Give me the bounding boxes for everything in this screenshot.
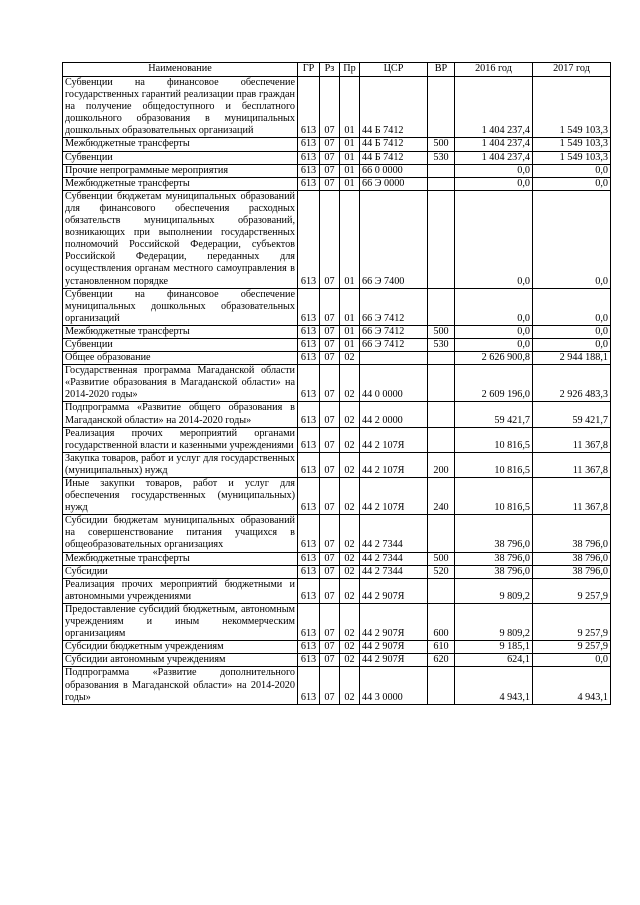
cell-gr: 613 [298, 288, 320, 325]
cell-pr: 02 [340, 427, 360, 452]
cell-csr: 44 2 107Я [360, 478, 428, 515]
cell-2016: 624,1 [455, 654, 533, 667]
table-row [63, 338, 611, 351]
table-row [63, 452, 611, 477]
cell-rz: 07 [320, 365, 340, 402]
cell-2017: 4 943,1 [533, 667, 611, 704]
cell-csr: 66 Э 7400 [360, 190, 428, 288]
cell-pr: 02 [340, 515, 360, 552]
table-row [63, 77, 611, 138]
cell-2016: 0,0 [455, 164, 533, 177]
table-row [63, 427, 611, 452]
cell-2016: 38 796,0 [455, 515, 533, 552]
cell-rz: 07 [320, 151, 340, 164]
cell-csr: 44 2 7344 [360, 552, 428, 565]
table-row [63, 352, 611, 365]
cell-vr [428, 352, 455, 365]
cell-csr: 44 2 907Я [360, 603, 428, 640]
cell-name: Субвенции [63, 338, 298, 351]
cell-2016: 38 796,0 [455, 565, 533, 578]
cell-2017: 59 421,7 [533, 402, 611, 427]
cell-rz: 07 [320, 138, 340, 151]
cell-rz: 07 [320, 478, 340, 515]
header-csr: ЦСР [360, 63, 428, 77]
cell-2016: 4 943,1 [455, 667, 533, 704]
cell-pr: 01 [340, 338, 360, 351]
table-header [63, 63, 611, 77]
table-row [63, 190, 611, 288]
cell-gr: 613 [298, 177, 320, 190]
cell-name: Подпрограмма «Развитие общего образования в Магаданской области» на 2014-2020 годы» [63, 402, 298, 427]
cell-2017: 0,0 [533, 338, 611, 351]
cell-vr [428, 578, 455, 603]
cell-gr: 613 [298, 565, 320, 578]
cell-2017: 9 257,9 [533, 578, 611, 603]
cell-2016: 1 404 237,4 [455, 138, 533, 151]
table-row [63, 565, 611, 578]
cell-pr: 01 [340, 151, 360, 164]
cell-name: Иные закупки товаров, работ и услуг для обеспечения государственных (муниципальных) нужд [63, 478, 298, 515]
cell-rz: 07 [320, 654, 340, 667]
cell-name: Общее образование [63, 352, 298, 365]
cell-csr: 44 3 0000 [360, 667, 428, 704]
budget-table [62, 62, 611, 705]
cell-2017: 1 549 103,3 [533, 138, 611, 151]
cell-rz: 07 [320, 190, 340, 288]
cell-vr: 500 [428, 325, 455, 338]
cell-2017: 11 367,8 [533, 452, 611, 477]
cell-name: Субвенции на финансовое обеспечение муниципальных дошкольных образовательных организаций [63, 288, 298, 325]
cell-2017: 0,0 [533, 177, 611, 190]
cell-2016: 38 796,0 [455, 552, 533, 565]
cell-gr: 613 [298, 515, 320, 552]
cell-vr [428, 402, 455, 427]
document-page [62, 62, 610, 705]
cell-name: Субвенции на финансовое обеспечение государственных гарантий реализации прав граждан на получение общедоступного и бесплатного дошкольного образования в муниципальных дошкольных образовательных организаций [63, 77, 298, 138]
cell-rz: 07 [320, 578, 340, 603]
cell-gr: 613 [298, 190, 320, 288]
table-row [63, 177, 611, 190]
cell-vr [428, 77, 455, 138]
cell-csr: 44 2 7344 [360, 515, 428, 552]
cell-vr: 610 [428, 641, 455, 654]
cell-csr: 44 2 107Я [360, 427, 428, 452]
cell-2017: 0,0 [533, 164, 611, 177]
table-row [63, 603, 611, 640]
cell-2016: 9 809,2 [455, 603, 533, 640]
cell-gr: 613 [298, 138, 320, 151]
cell-name: Реализация прочих мероприятий бюджетными и автономными учреждениями [63, 578, 298, 603]
cell-2016: 0,0 [455, 177, 533, 190]
cell-name: Субсидии [63, 565, 298, 578]
cell-gr: 613 [298, 164, 320, 177]
table-row [63, 552, 611, 565]
cell-csr: 44 2 7344 [360, 565, 428, 578]
cell-rz: 07 [320, 452, 340, 477]
cell-2016: 0,0 [455, 190, 533, 288]
table-row [63, 151, 611, 164]
cell-2016: 1 404 237,4 [455, 77, 533, 138]
cell-rz: 07 [320, 667, 340, 704]
cell-2016: 59 421,7 [455, 402, 533, 427]
cell-csr: 44 2 907Я [360, 654, 428, 667]
cell-csr: 44 0 0000 [360, 365, 428, 402]
cell-pr: 02 [340, 578, 360, 603]
header-vr: ВР [428, 63, 455, 77]
cell-vr [428, 288, 455, 325]
cell-name: Предоставление субсидий бюджетным, автономным учреждениям и иным некоммерческим организациям [63, 603, 298, 640]
header-row [63, 63, 611, 77]
cell-name: Подпрограмма «Развитие дополнительного образования в Магаданской области» на 2014-2020 годы» [63, 667, 298, 704]
header-rz: Рз [320, 63, 340, 77]
cell-pr: 02 [340, 641, 360, 654]
cell-vr: 240 [428, 478, 455, 515]
cell-vr [428, 427, 455, 452]
cell-csr: 66 Э 7412 [360, 288, 428, 325]
cell-vr: 520 [428, 565, 455, 578]
table-row [63, 515, 611, 552]
cell-name: Субсидии автономным учреждениям [63, 654, 298, 667]
cell-gr: 613 [298, 338, 320, 351]
cell-pr: 01 [340, 177, 360, 190]
cell-csr: 44 2 907Я [360, 641, 428, 654]
cell-csr: 44 2 907Я [360, 578, 428, 603]
cell-name: Межбюджетные трансферты [63, 552, 298, 565]
cell-rz: 07 [320, 565, 340, 578]
cell-2017: 0,0 [533, 190, 611, 288]
table-row [63, 667, 611, 704]
cell-csr: 66 0 0000 [360, 164, 428, 177]
cell-vr: 530 [428, 151, 455, 164]
cell-pr: 02 [340, 603, 360, 640]
cell-2017: 38 796,0 [533, 565, 611, 578]
cell-2016: 10 816,5 [455, 478, 533, 515]
cell-name: Субвенции бюджетам муниципальных образований для финансового обеспечения расходных обязательств муниципальных образований, возникающих при выполнении государственных полномочий Российской Федерации, субъектов Российской Федерации, переданных для осуществления органам местного самоуправления в установленном порядке [63, 190, 298, 288]
cell-gr: 613 [298, 641, 320, 654]
cell-csr: 44 2 0000 [360, 402, 428, 427]
table-body [63, 77, 611, 705]
cell-csr: 66 Э 7412 [360, 338, 428, 351]
cell-csr: 44 2 107Я [360, 452, 428, 477]
cell-2017: 0,0 [533, 288, 611, 325]
cell-2017: 38 796,0 [533, 552, 611, 565]
header-gr: ГР [298, 63, 320, 77]
cell-pr: 01 [340, 164, 360, 177]
cell-name: Межбюджетные трансферты [63, 138, 298, 151]
cell-2017: 2 926 483,3 [533, 365, 611, 402]
cell-name: Закупка товаров, работ и услуг для государственных (муниципальных) нужд [63, 452, 298, 477]
cell-rz: 07 [320, 552, 340, 565]
cell-gr: 613 [298, 578, 320, 603]
cell-csr: 44 Б 7412 [360, 77, 428, 138]
cell-pr: 01 [340, 190, 360, 288]
cell-vr: 530 [428, 338, 455, 351]
cell-pr: 01 [340, 138, 360, 151]
cell-rz: 07 [320, 641, 340, 654]
cell-2016: 0,0 [455, 288, 533, 325]
cell-rz: 07 [320, 402, 340, 427]
cell-rz: 07 [320, 325, 340, 338]
cell-vr: 500 [428, 138, 455, 151]
cell-vr: 620 [428, 654, 455, 667]
table-row [63, 138, 611, 151]
cell-name: Прочие непрограммные мероприятия [63, 164, 298, 177]
table-row [63, 654, 611, 667]
header-2016: 2016 год [455, 63, 533, 77]
cell-2017: 2 944 188,1 [533, 352, 611, 365]
cell-name: Реализация прочих мероприятий органами государственной власти и казенными учреждениями [63, 427, 298, 452]
cell-pr: 02 [340, 402, 360, 427]
cell-gr: 613 [298, 365, 320, 402]
cell-pr: 01 [340, 288, 360, 325]
cell-pr: 02 [340, 365, 360, 402]
table-row [63, 402, 611, 427]
cell-2017: 1 549 103,3 [533, 151, 611, 164]
cell-name: Государственная программа Магаданской области «Развитие образования в Магаданской области» на 2014-2020 годы» [63, 365, 298, 402]
cell-rz: 07 [320, 77, 340, 138]
header-name: Наименование [63, 63, 298, 77]
cell-name: Субсидии бюджетным учреждениям [63, 641, 298, 654]
cell-gr: 613 [298, 427, 320, 452]
cell-csr: 66 Э 0000 [360, 177, 428, 190]
header-2017: 2017 год [533, 63, 611, 77]
cell-2017: 1 549 103,3 [533, 77, 611, 138]
cell-2016: 0,0 [455, 325, 533, 338]
cell-gr: 613 [298, 654, 320, 667]
cell-gr: 613 [298, 402, 320, 427]
cell-vr [428, 365, 455, 402]
cell-pr: 02 [340, 478, 360, 515]
cell-gr: 613 [298, 352, 320, 365]
cell-name: Субсидии бюджетам муниципальных образований на совершенствование питания учащихся в общеобразовательных организациях [63, 515, 298, 552]
cell-rz: 07 [320, 177, 340, 190]
cell-pr: 02 [340, 352, 360, 365]
table-row [63, 641, 611, 654]
cell-2017: 11 367,8 [533, 427, 611, 452]
cell-vr [428, 515, 455, 552]
cell-name: Субвенции [63, 151, 298, 164]
cell-vr [428, 177, 455, 190]
cell-gr: 613 [298, 478, 320, 515]
cell-rz: 07 [320, 164, 340, 177]
cell-rz: 07 [320, 352, 340, 365]
cell-rz: 07 [320, 288, 340, 325]
cell-2016: 2 626 900,8 [455, 352, 533, 365]
cell-csr [360, 352, 428, 365]
cell-csr: 44 Б 7412 [360, 151, 428, 164]
table-row [63, 288, 611, 325]
cell-vr [428, 667, 455, 704]
cell-pr: 01 [340, 77, 360, 138]
cell-2017: 38 796,0 [533, 515, 611, 552]
cell-vr: 500 [428, 552, 455, 565]
cell-2016: 1 404 237,4 [455, 151, 533, 164]
cell-2016: 2 609 196,0 [455, 365, 533, 402]
cell-vr: 200 [428, 452, 455, 477]
cell-2017: 11 367,8 [533, 478, 611, 515]
cell-pr: 02 [340, 667, 360, 704]
cell-2017: 0,0 [533, 654, 611, 667]
header-pr: Пр [340, 63, 360, 77]
cell-vr: 600 [428, 603, 455, 640]
table-row [63, 365, 611, 402]
cell-pr: 02 [340, 452, 360, 477]
table-row [63, 164, 611, 177]
cell-pr: 02 [340, 552, 360, 565]
cell-2016: 9 809,2 [455, 578, 533, 603]
cell-2016: 10 816,5 [455, 427, 533, 452]
cell-2016: 9 185,1 [455, 641, 533, 654]
table-row [63, 578, 611, 603]
cell-rz: 07 [320, 338, 340, 351]
cell-gr: 613 [298, 603, 320, 640]
cell-gr: 613 [298, 452, 320, 477]
cell-vr [428, 190, 455, 288]
cell-pr: 01 [340, 325, 360, 338]
cell-gr: 613 [298, 325, 320, 338]
cell-pr: 02 [340, 565, 360, 578]
cell-name: Межбюджетные трансферты [63, 325, 298, 338]
cell-rz: 07 [320, 515, 340, 552]
cell-rz: 07 [320, 603, 340, 640]
cell-name: Межбюджетные трансферты [63, 177, 298, 190]
cell-vr [428, 164, 455, 177]
cell-csr: 44 Б 7412 [360, 138, 428, 151]
cell-gr: 613 [298, 552, 320, 565]
cell-rz: 07 [320, 427, 340, 452]
cell-2016: 0,0 [455, 338, 533, 351]
table-row [63, 478, 611, 515]
cell-gr: 613 [298, 667, 320, 704]
cell-2017: 9 257,9 [533, 603, 611, 640]
table-row [63, 325, 611, 338]
cell-2016: 10 816,5 [455, 452, 533, 477]
cell-2017: 9 257,9 [533, 641, 611, 654]
cell-pr: 02 [340, 654, 360, 667]
cell-gr: 613 [298, 151, 320, 164]
cell-csr: 66 Э 7412 [360, 325, 428, 338]
cell-gr: 613 [298, 77, 320, 138]
cell-2017: 0,0 [533, 325, 611, 338]
